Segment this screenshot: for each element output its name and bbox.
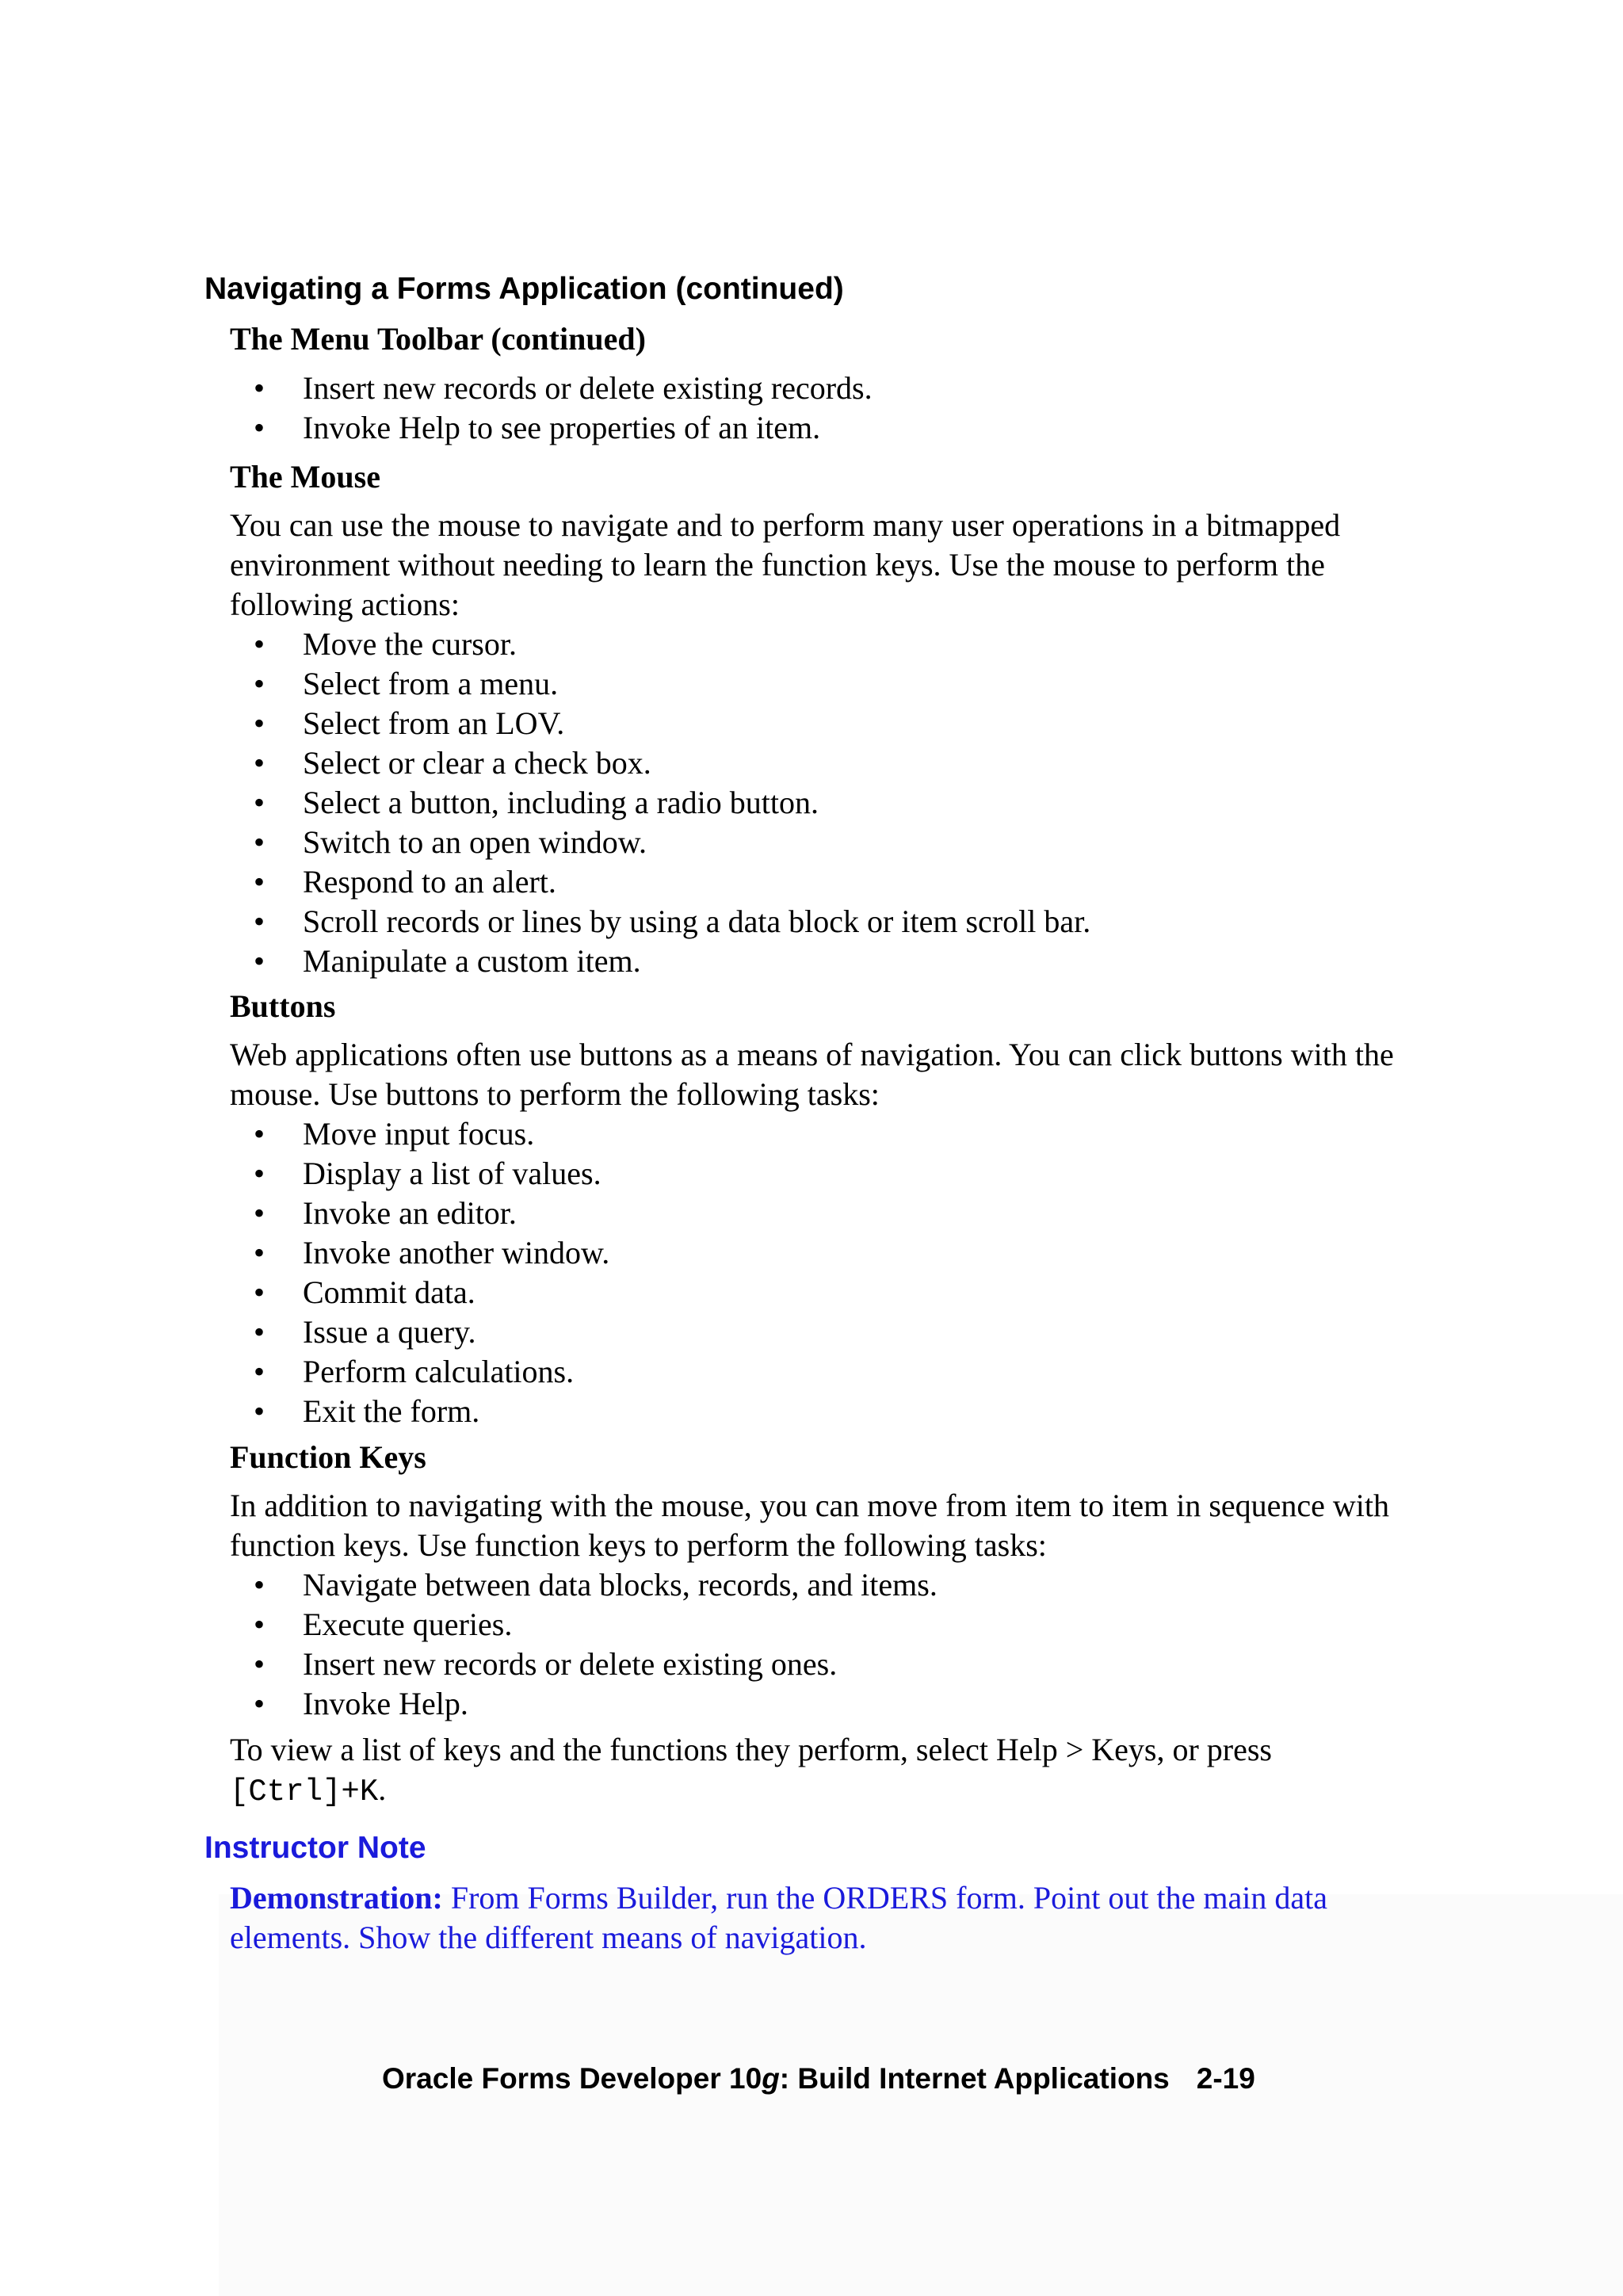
toolbar-bullet-list	[230, 369, 873, 448]
mouse-bullet-list	[230, 625, 1090, 981]
bullet-icon: •	[254, 1156, 265, 1191]
bullet-icon: •	[254, 785, 265, 820]
list-item: • Scroll records or lines by using a data block or item scroll bar.	[230, 902, 1090, 942]
list-item: • Display a list of values.	[230, 1154, 609, 1194]
bullet-icon: •	[254, 1686, 265, 1721]
buttons-section-title: Buttons	[230, 988, 336, 1024]
bullet-icon: •	[254, 1274, 265, 1310]
bullet-icon: •	[254, 904, 265, 939]
function-keys-closing-paragraph: To view a list of keys and the functions they perform, select Help > Keys, or press [Ctrl]+K.	[230, 1732, 1272, 1809]
list-item: • Move the cursor.	[230, 625, 1090, 664]
shortcut-key: [Ctrl]+K	[230, 1775, 379, 1809]
function-keys-section-title: Function Keys	[230, 1439, 426, 1475]
list-item: • Invoke another window.	[230, 1233, 609, 1273]
list-item: • Select a button, including a radio button.	[230, 783, 1090, 823]
list-item: • Select or clear a check box.	[230, 743, 1090, 783]
list-item: • Invoke an editor.	[230, 1194, 609, 1233]
function-keys-bullet-list	[230, 1565, 938, 1724]
instructor-note-body	[230, 1878, 1419, 1958]
list-item: • Issue a query.	[230, 1312, 609, 1352]
list-item: • Invoke Help.	[230, 1684, 938, 1724]
page-footer: Oracle Forms Developer 10g: Build Internet Applications 2-19	[382, 2062, 1255, 2095]
buttons-bullet-list	[230, 1114, 609, 1431]
bullet-icon: •	[254, 410, 265, 445]
page-heading: Navigating a Forms Application (continued)	[204, 272, 844, 306]
list-item: • Exit the form.	[230, 1392, 609, 1431]
bullet-icon: •	[254, 943, 265, 979]
bullet-icon: •	[254, 824, 265, 860]
bullet-icon: •	[254, 864, 265, 900]
list-item: • Perform calculations.	[230, 1352, 609, 1392]
list-item: • Respond to an alert.	[230, 862, 1090, 902]
list-item: • Commit data.	[230, 1273, 609, 1312]
bullet-icon: •	[254, 1314, 265, 1350]
list-item: • Manipulate a custom item.	[230, 942, 1090, 981]
demonstration-label: Demonstration:	[230, 1880, 443, 1916]
mouse-section-title: The Mouse	[230, 459, 380, 495]
list-item: • Insert new records or delete existing records.	[230, 369, 873, 408]
instructor-note-title: Instructor Note	[204, 1831, 426, 1865]
list-item: • Navigate between data blocks, records, and items.	[230, 1565, 938, 1605]
bullet-icon: •	[254, 745, 265, 781]
toolbar-section-title: The Menu Toolbar (continued)	[230, 321, 646, 357]
list-item: • Select from a menu.	[230, 664, 1090, 704]
list-item: • Execute queries.	[230, 1605, 938, 1645]
bullet-icon: •	[254, 1646, 265, 1682]
list-item: • Switch to an open window.	[230, 823, 1090, 862]
bullet-icon: •	[254, 1116, 265, 1152]
bullet-icon: •	[254, 705, 265, 741]
bullet-icon: •	[254, 1567, 265, 1603]
bullet-icon: •	[254, 1195, 265, 1231]
list-item: • Select from an LOV.	[230, 704, 1090, 743]
function-keys-intro-paragraph: In addition to navigating with the mouse, you can move from item to item in sequence with function keys. Use function keys to perform the following tasks:	[230, 1488, 1390, 1563]
demonstration-text: From Forms Builder, run the ORDERS form. Point out the main data elements. Show the different means of navigation.	[230, 1880, 1327, 1955]
page-number: 2-19	[1196, 2062, 1255, 2095]
buttons-intro-paragraph: Web applications often use buttons as a means of navigation. You can click buttons with the mouse. Use buttons to perform the following tasks:	[230, 1037, 1394, 1112]
bullet-icon: •	[254, 626, 265, 662]
bullet-icon: •	[254, 1606, 265, 1642]
list-item: • Insert new records or delete existing ones.	[230, 1645, 938, 1684]
bullet-icon: •	[254, 666, 265, 701]
bullet-icon: •	[254, 370, 265, 406]
bullet-icon: •	[254, 1393, 265, 1429]
bullet-icon: •	[254, 1354, 265, 1389]
mouse-intro-paragraph: You can use the mouse to navigate and to perform many user operations in a bitmapped environment without needing to learn the function keys. Use the mouse to perform the following actions:	[230, 507, 1341, 622]
list-item: • Move input focus.	[230, 1114, 609, 1154]
list-item: • Invoke Help to see properties of an item.	[230, 408, 873, 448]
bullet-icon: •	[254, 1235, 265, 1270]
